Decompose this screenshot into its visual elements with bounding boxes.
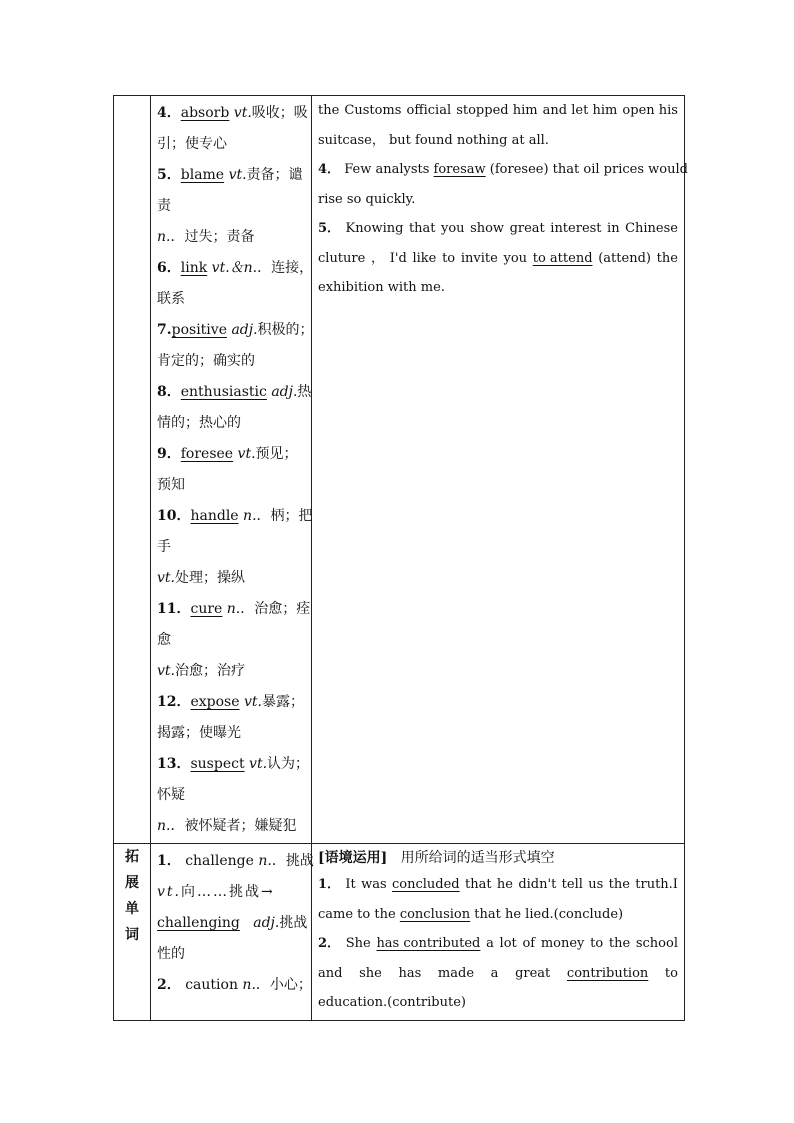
sentence-5 (318, 214, 678, 244)
vocab-word: enthusiastic (180, 384, 267, 400)
vocab-word: handle (190, 508, 239, 524)
item-number: 12． (157, 694, 191, 710)
sentence-word: a (490, 965, 499, 981)
vocab-line (157, 315, 314, 346)
vocabulary-table (113, 95, 688, 1021)
vocab-line (157, 594, 311, 625)
sentence-word: lot (499, 936, 517, 951)
definition: ．挑战 (271, 853, 314, 869)
vocab-line (157, 532, 311, 563)
item-number: 11． (157, 601, 191, 617)
section-label-char: 展 (125, 875, 139, 891)
sentence-word: didn't (518, 877, 557, 892)
vocab-line (157, 718, 311, 749)
definition: 认为； (267, 756, 310, 772)
vocab-line (157, 970, 311, 1001)
item-number: 2． (318, 936, 341, 951)
vocab-line (157, 222, 311, 253)
definition: 联系 (157, 291, 185, 307)
vocab-line (157, 98, 311, 129)
vocab-word: absorb (180, 105, 230, 121)
sentence-word: that (408, 221, 436, 236)
sentence-text: rise so quickly. (318, 191, 416, 207)
item-number: 5． (318, 221, 341, 236)
instruction-text: 用所给词的适当形式填空 (400, 850, 555, 866)
part-of-speech: adj. (231, 322, 258, 338)
sentence-word: truth.I (635, 877, 678, 892)
sentence-4 (318, 155, 688, 185)
sentence-text: (foresee) that oil prices would (489, 162, 688, 177)
sentence-line (318, 244, 678, 274)
answer-blank: contribution (566, 965, 649, 981)
vocab-word: suspect (190, 756, 245, 772)
empty-label-cell (114, 96, 151, 844)
vocab-line (157, 877, 311, 908)
vocab-line (157, 908, 311, 939)
expand-words-list (151, 844, 314, 1001)
item-number: 7. (157, 322, 172, 338)
sentence-text: exhibition with me. (318, 280, 445, 295)
item-number: 5． (157, 167, 181, 183)
sentence-word: open his (622, 103, 678, 118)
sentence-word: invite (460, 250, 498, 266)
sentence-word: It (345, 877, 356, 892)
vocab-word: expose (190, 694, 240, 710)
vocab-word: challenge (185, 853, 254, 869)
sentence-word: official (406, 103, 452, 118)
item-number: 8． (157, 384, 181, 400)
answer-blank: concluded (392, 877, 460, 892)
definition: 向……挑战→ (181, 884, 275, 900)
sentence-line (318, 900, 678, 930)
context-usage-list (312, 844, 684, 1018)
part-of-speech: vt.＆n. (211, 260, 258, 276)
definition: 肯定的；确实的 (157, 353, 255, 369)
definition: 预见； (255, 446, 298, 462)
sentence-1 (318, 870, 678, 900)
sentence-word: of (522, 936, 536, 951)
part-of-speech: vt. (237, 446, 256, 462)
sentence-line (318, 988, 678, 1018)
sentence-word: She (345, 936, 371, 951)
table-row (114, 844, 685, 1021)
part-of-speech: vt. (228, 167, 247, 183)
definition: 积极的； (257, 322, 314, 338)
vocab-word: foresee (180, 446, 234, 462)
sentence-word: Chinese (625, 221, 678, 236)
vocab-line (157, 780, 311, 811)
vocab-word: caution (185, 977, 238, 993)
sentence-word: great (509, 221, 545, 236)
sentence-word: you (503, 250, 528, 266)
vocab-line (157, 408, 311, 439)
part-of-speech: n. (226, 601, 241, 617)
sentence-2 (318, 929, 678, 959)
definition: 性的 (157, 946, 185, 962)
sentence-text: suitcase， but found nothing at all. (318, 132, 549, 148)
sentence-word: she (359, 965, 382, 981)
sentence-list (312, 96, 688, 303)
sentence-word: cluture (318, 250, 366, 266)
sentence-word: in (607, 221, 620, 236)
part-of-speech: vt. (157, 570, 175, 586)
section-label-char: 单 (125, 901, 139, 917)
sentence-line (318, 126, 678, 156)
sentence-word: he (496, 877, 513, 892)
definition: ．连接， (257, 260, 314, 276)
vocab-list (151, 96, 314, 842)
part-of-speech: n. (258, 853, 272, 869)
vocab-line (157, 253, 314, 284)
vocab-word: link (180, 260, 208, 276)
vocab-word: cure (190, 601, 223, 617)
definition: ．小心； (255, 977, 312, 993)
part-of-speech: adj. (253, 915, 280, 931)
section-tag: [语境运用] (318, 850, 388, 866)
definition: 手 (157, 539, 171, 555)
sentence-word: ， (371, 250, 385, 266)
sentence-text: that he lied.(conclude) (474, 906, 624, 922)
definition: 热 (297, 384, 312, 400)
sentence-word: and let him (542, 103, 618, 118)
sentence-word: you (441, 221, 465, 236)
vocab-line (157, 811, 311, 842)
answer-blank: challenging (157, 915, 240, 931)
vocab-line (157, 439, 311, 470)
vocab-line (157, 749, 311, 780)
vocab-line (157, 284, 311, 315)
vocab-line (157, 377, 311, 408)
sentence-word: made (437, 965, 475, 981)
sentence-word: a (486, 936, 494, 951)
definition: 处理；操纵 (175, 570, 245, 586)
definition: 揭露；使曝光 (157, 725, 241, 741)
sentence-word: stopped him (456, 103, 538, 118)
part-of-speech: adj. (271, 384, 298, 400)
sentence-word: I'd (389, 250, 407, 266)
sentence-word: was (361, 877, 387, 892)
sentence-word: and (318, 965, 343, 981)
vocab-line (157, 129, 311, 160)
definition: 责 (157, 198, 171, 214)
definition: 愈 (157, 632, 171, 648)
vocab-word: blame (180, 167, 225, 183)
vocab-line (157, 501, 311, 532)
definition: 情的；热心的 (157, 415, 241, 431)
item-number: 13． (157, 756, 191, 772)
sentence-word: interest (550, 221, 602, 236)
sentence-word: (attend) (598, 250, 651, 266)
sentence-word: to (590, 936, 604, 951)
item-number: 9． (157, 446, 181, 462)
sentence-word: the (656, 250, 678, 266)
vocab-line (157, 470, 311, 501)
vocab-cell (151, 96, 312, 844)
vocab-line (157, 939, 311, 970)
part-of-speech: n. (243, 508, 257, 524)
definition: ．柄；把 (256, 508, 313, 524)
definition: 治愈；治疗 (175, 663, 245, 679)
sentence-line (318, 959, 678, 989)
vocab-line (157, 687, 311, 718)
table-row (114, 96, 685, 844)
sentence-line (318, 96, 678, 126)
part-of-speech: vt. (157, 884, 181, 900)
item-number: 2． (157, 977, 181, 993)
definition: ．过失；责备 (170, 229, 255, 245)
item-number: 4． (157, 105, 181, 121)
sentence-word: school (635, 936, 678, 951)
sentence-word: tell (561, 877, 583, 892)
sentence-word: us (588, 877, 604, 892)
definition: ．治愈；痊 (240, 601, 311, 617)
item-number: 1． (318, 877, 341, 892)
sentence-word: like (412, 250, 437, 266)
part-of-speech: vt. (233, 105, 252, 121)
section-label-cell (114, 844, 151, 1021)
part-of-speech: vt. (157, 663, 175, 679)
vocab-line (157, 656, 311, 687)
sentence-word: great (515, 965, 551, 981)
sentence-cell (312, 96, 688, 844)
sentence-line (318, 273, 678, 303)
item-number: 1． (157, 853, 181, 869)
definition: 引；使专心 (157, 136, 227, 152)
sentence-word: Customs (344, 103, 402, 118)
definition: 挑战 (279, 915, 308, 931)
sentence-word: the (608, 877, 630, 892)
vocab-word: positive (171, 322, 227, 338)
answer-blank: has contributed (376, 936, 481, 951)
answer-blank: conclusion (399, 906, 471, 922)
sentence-text: came to the (318, 906, 396, 922)
expand-words-cell (151, 844, 312, 1021)
vocab-line (157, 625, 311, 656)
sentence-word: the (318, 103, 340, 118)
vocab-line (157, 191, 311, 222)
definition: 预知 (157, 477, 185, 493)
section-label-char: 拓 (125, 849, 139, 865)
sentence-word: to (442, 250, 456, 266)
part-of-speech: n. (157, 818, 171, 834)
sentence-word: money (540, 936, 585, 951)
answer-blank: foresaw (433, 162, 486, 177)
sentence-word: has (398, 965, 422, 981)
section-label-char: 词 (125, 927, 139, 943)
sentence-word: the (608, 936, 631, 951)
sentence-text: education.(contribute) (318, 995, 466, 1010)
definition: 责备；谴 (246, 167, 303, 183)
item-number: 6． (157, 260, 181, 276)
vocab-line (157, 160, 311, 191)
part-of-speech: vt. (249, 756, 268, 772)
part-of-speech: vt. (243, 694, 262, 710)
sentence-word: show (470, 221, 505, 236)
part-of-speech: n. (242, 977, 256, 993)
vocab-line (157, 563, 311, 594)
sentence-word: to (664, 965, 678, 981)
context-usage-cell (312, 844, 685, 1021)
part-of-speech: n. (157, 229, 171, 245)
vocab-line (157, 346, 311, 377)
definition: 怀疑 (157, 787, 185, 803)
item-number: 4． (318, 162, 341, 177)
sentence-text: Few analysts (344, 162, 430, 177)
definition: ．被怀疑者；嫌疑犯 (170, 818, 297, 834)
context-usage-header (318, 844, 678, 870)
definition: 暴露； (261, 694, 304, 710)
vocab-line (157, 846, 314, 877)
sentence-word: Knowing (345, 221, 404, 236)
sentence-word: that (464, 877, 492, 892)
definition: 吸收；吸 (251, 105, 308, 121)
sentence-line (318, 185, 678, 215)
answer-blank: to attend (532, 250, 593, 266)
item-number: 10． (157, 508, 191, 524)
